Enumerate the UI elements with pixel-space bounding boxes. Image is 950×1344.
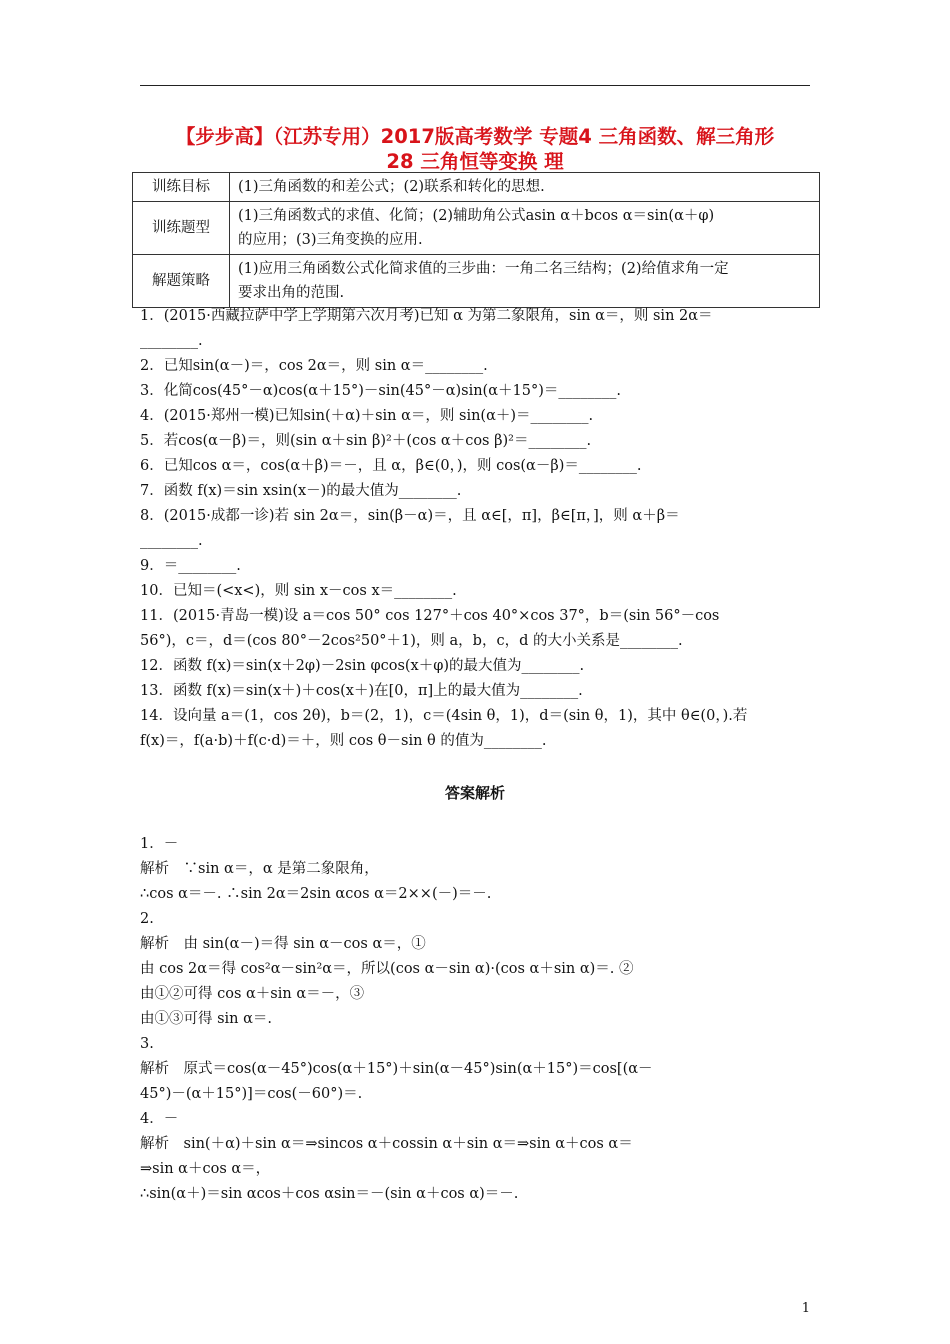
problem-line: ________. <box>140 533 203 549</box>
table-key: 训练题型 <box>133 202 230 255</box>
problem-line: 7．函数 f(x)＝sin xsin(x－)的最大值为________. <box>140 483 462 499</box>
answer-line: 由①②可得 cos α＋sin α＝－，③ <box>140 986 365 1002</box>
problem-line: 13．函数 f(x)＝sin(x＋)＋cos(x＋)在[0，π]上的最大值为________. <box>140 683 583 699</box>
table-row <box>133 173 820 202</box>
answer-line: 解析 ∵sin α＝，α 是第二象限角， <box>140 861 379 877</box>
table-value <box>230 173 820 202</box>
problem-line: 2．已知sin(α－)＝，cos 2α＝，则 sin α＝________. <box>140 358 488 374</box>
answer-line: 由 cos 2α＝得 cos²α－sin²α＝，所以(cos α－sin α)·(cos α＋sin α)＝. ② <box>140 961 634 977</box>
header-rule <box>140 85 810 86</box>
answer-line: ∴cos α＝－. ∴sin 2α＝2sin αcos α＝2××(－)＝－. <box>140 886 492 902</box>
table-key: 训练目标 <box>133 173 230 202</box>
problem-line: 6．已知cos α＝，cos(α＋β)＝－，且 α，β∈(0，)，则 cos(α－β)＝________. <box>140 458 642 474</box>
table-row <box>133 202 820 255</box>
training-info-table <box>132 172 820 308</box>
answer-line: 4．－ <box>140 1111 179 1127</box>
table-row <box>133 255 820 308</box>
answer-line: 解析 sin(＋α)＋sin α＝⇒sincos α＋cossin α＋sin α＝⇒sin α＋cos α＝ <box>140 1136 633 1152</box>
problem-line: 5．若cos(α－β)＝，则(sin α＋sin β)²＋(cos α＋cos β)²＝________. <box>140 433 592 449</box>
table-value-line: (1)三角函数式的求值、化简；(2)辅助角公式asin α＋bcos α＝sin(α＋φ) <box>238 208 715 224</box>
problem-line: 56°)，c＝，d＝(cos 80°－2cos²50°＋1)，则 a，b，c，d 的大小关系是________. <box>140 633 683 649</box>
table-value-line: (1)三角函数的和差公式；(2)联系和转化的思想. <box>238 179 545 195</box>
table-value-line: 要求出角的范围. <box>238 285 345 301</box>
answer-line: ⇒sin α＋cos α＝， <box>140 1161 271 1177</box>
page-number: 1 <box>801 1301 810 1316</box>
answer-line: 3. <box>140 1036 154 1052</box>
problem-line: 1．(2015·西藏拉萨中学上学期第六次月考)已知 α 为第二象限角，sin α＝，则 sin 2α＝ <box>140 308 713 324</box>
problem-line: 10．已知＝(<x<)，则 sin x－cos x＝________. <box>140 583 457 599</box>
answer-line: 解析 原式＝cos(α－45°)cos(α＋15°)＋sin(α－45°)sin(α＋15°)＝cos[(α－ <box>140 1061 653 1077</box>
problem-line: 9．＝________. <box>140 558 241 574</box>
problem-line: 14．设向量 a＝(1，cos 2θ)，b＝(2，1)，c＝(4sin θ，1)，d＝(sin θ，1)，其中 θ∈(0，).若 <box>140 708 748 724</box>
problem-line: 4．(2015·郑州一模)已知sin(＋α)＋sin α＝，则 sin(α＋)＝________. <box>140 408 594 424</box>
problem-line: 12．函数 f(x)＝sin(x＋2φ)－2sin φcos(x＋φ)的最大值为________. <box>140 658 585 674</box>
table-value-line: 的应用；(3)三角变换的应用. <box>238 232 423 248</box>
document-title-line2: 28 三角恒等变换 理 <box>386 150 564 173</box>
problem-line: 11．(2015·青岛一模)设 a＝cos 50° cos 127°＋cos 40°×cos 37°，b＝(sin 56°－cos <box>140 608 720 624</box>
problem-line: 3．化简cos(45°－α)cos(α＋15°)－sin(45°－α)sin(α＋15°)＝________. <box>140 383 621 399</box>
answers-heading: 答案解析 <box>444 784 505 802</box>
answer-line: ∴sin(α＋)＝sin αcos＋cos αsin＝－(sin α＋cos α)＝－. <box>140 1186 519 1202</box>
answer-line: 45°)－(α＋15°)]＝cos(－60°)＝. <box>140 1086 363 1102</box>
problem-line: f(x)＝，f(a·b)＋f(c·d)＝＋，则 cos θ－sin θ 的值为________. <box>140 733 547 749</box>
problem-line: 8．(2015·成都一诊)若 sin 2α＝，sin(β－α)＝，且 α∈[，π]，β∈[π，]，则 α＋β＝ <box>140 508 680 524</box>
answer-line: 1．－ <box>140 836 179 852</box>
problem-line: ________. <box>140 333 203 349</box>
table-value <box>230 255 820 308</box>
answer-line: 解析 由 sin(α－)＝得 sin α－cos α＝，① <box>140 936 426 952</box>
table-value <box>230 202 820 255</box>
table-value-line: (1)应用三角函数公式化简求值的三步曲：一角二名三结构；(2)给值求角一定 <box>238 261 729 277</box>
document-title-line1: 【步步高】（江苏专用）2017版高考数学 专题4 三角函数、解三角形 <box>175 125 775 148</box>
table-key: 解题策略 <box>133 255 230 308</box>
answer-line: 由①③可得 sin α＝. <box>140 1011 273 1027</box>
answer-line: 2. <box>140 911 154 927</box>
